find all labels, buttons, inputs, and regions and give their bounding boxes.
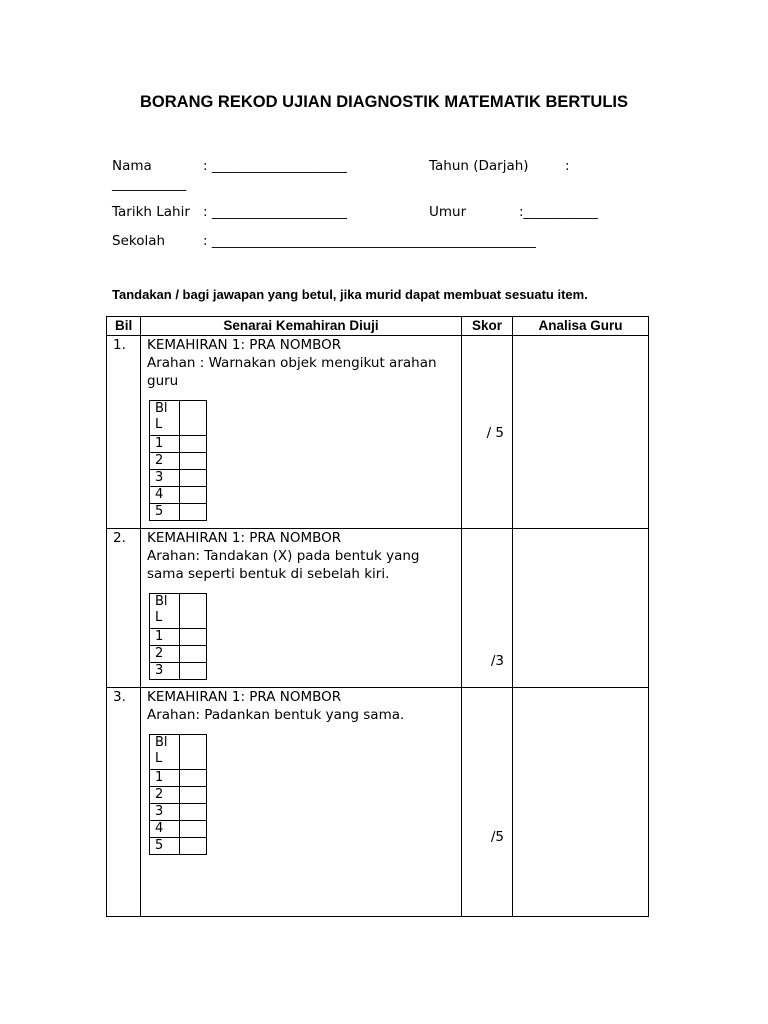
analisa-cell[interactable] [513, 688, 649, 917]
skill-cell [141, 529, 462, 688]
skill-instruction-cont: guru [147, 373, 179, 389]
table-header-row [107, 317, 649, 336]
checklist-item-label: 5 [150, 504, 180, 521]
table-row [107, 336, 649, 529]
row-number: 2. [107, 529, 141, 688]
analisa-cell[interactable] [513, 529, 649, 688]
skill-cell [141, 688, 462, 917]
analisa-cell[interactable] [513, 336, 649, 529]
checklist-mark-cell[interactable] [180, 770, 207, 787]
checklist-item-label: 2 [150, 787, 180, 804]
checklist-item-label: 5 [150, 838, 180, 855]
score-value: / 5 [486, 425, 504, 441]
header-analisa-guru: Analisa Guru [513, 317, 649, 336]
checklist-header: Bl L [150, 594, 180, 629]
skill-instruction: Arahan : Warnakan objek mengikut arahan [147, 355, 437, 371]
checklist-item-label: 4 [150, 821, 180, 838]
skill-title: KEMAHIRAN 1: PRA NOMBOR [147, 530, 342, 546]
skill-instruction: Arahan: Tandakan (X) pada bentuk yang [147, 548, 420, 564]
checklist-mark-cell[interactable] [180, 629, 207, 646]
tahun-field[interactable]: ___________ [112, 176, 187, 192]
skill-instruction-cont: sama seperti bentuk di sebelah kiri. [147, 566, 390, 582]
nama-label: Nama [112, 158, 152, 174]
header-bil: Bil [107, 317, 141, 336]
score-cell[interactable] [462, 688, 513, 917]
score-cell[interactable] [462, 529, 513, 688]
checklist-header: Bl L [150, 401, 180, 436]
sekolah-label: Sekolah [112, 233, 166, 249]
row-number: 1. [107, 336, 141, 529]
sekolah-field[interactable]: : ________________________________________________ [203, 233, 536, 249]
tahun-label: Tahun (Darjah) [429, 158, 529, 174]
item-checklist [149, 400, 207, 521]
checklist-item-label: 4 [150, 487, 180, 504]
tarikh-lahir-label: Tarikh Lahir [112, 204, 190, 220]
tahun-colon: : [565, 158, 570, 174]
skill-instruction: Arahan: Padankan bentuk yang sama. [147, 707, 405, 723]
instruction-text: Tandakan / bagi jawapan yang betul, jika murid dapat membuat sesuatu item. [112, 287, 588, 302]
record-table [106, 316, 649, 917]
row-number: 3. [107, 688, 141, 917]
checklist-mark-cell[interactable] [180, 838, 207, 855]
skill-title: KEMAHIRAN 1: PRA NOMBOR [147, 337, 342, 353]
checklist-mark-cell[interactable] [180, 804, 207, 821]
checklist-mark-cell[interactable] [180, 646, 207, 663]
nama-field[interactable]: : ____________________ [203, 158, 347, 174]
checklist-mark-cell[interactable] [180, 436, 207, 453]
page-title: BORANG REKOD UJIAN DIAGNOSTIK MATEMATIK BERTULIS [140, 93, 628, 111]
score-value: /5 [490, 829, 504, 845]
skill-title: KEMAHIRAN 1: PRA NOMBOR [147, 689, 342, 705]
checklist-header-blank [180, 594, 207, 629]
umur-label: Umur [429, 204, 467, 220]
checklist-mark-cell[interactable] [180, 504, 207, 521]
score-value: /3 [490, 653, 504, 669]
checklist-item-label: 1 [150, 436, 180, 453]
header-senarai-kemahiran: Senarai Kemahiran Diuji [141, 317, 462, 336]
header-skor: Skor [462, 317, 513, 336]
skill-cell [141, 336, 462, 529]
checklist-mark-cell[interactable] [180, 470, 207, 487]
score-cell[interactable] [462, 336, 513, 529]
item-checklist [149, 734, 207, 855]
checklist-header-blank [180, 735, 207, 770]
checklist-mark-cell[interactable] [180, 787, 207, 804]
checklist-item-label: 1 [150, 629, 180, 646]
umur-field[interactable]: :___________ [519, 204, 598, 220]
checklist-mark-cell[interactable] [180, 453, 207, 470]
checklist-item-label: 2 [150, 453, 180, 470]
checklist-item-label: 3 [150, 804, 180, 821]
checklist-mark-cell[interactable] [180, 821, 207, 838]
checklist-header: Bl L [150, 735, 180, 770]
checklist-mark-cell[interactable] [180, 487, 207, 504]
checklist-mark-cell[interactable] [180, 663, 207, 680]
checklist-item-label: 3 [150, 470, 180, 487]
table-row [107, 688, 649, 917]
table-row [107, 529, 649, 688]
checklist-item-label: 1 [150, 770, 180, 787]
checklist-header-blank [180, 401, 207, 436]
checklist-item-label: 2 [150, 646, 180, 663]
checklist-item-label: 3 [150, 663, 180, 680]
tarikh-lahir-field[interactable]: : ____________________ [203, 204, 347, 220]
item-checklist [149, 593, 207, 680]
